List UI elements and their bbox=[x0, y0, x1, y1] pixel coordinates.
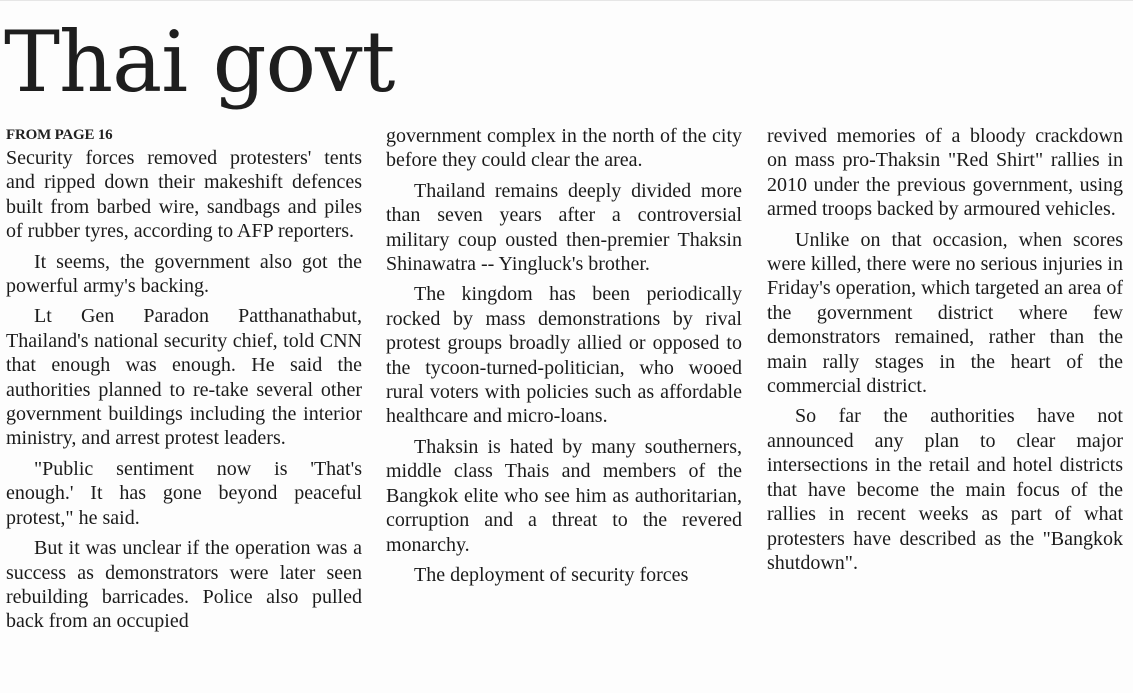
paragraph: The kingdom has been periodically rocked by mass demonstrations by rival protest groups broadly allied or opposed to the tycoon-turned-politician, who wooed rural voters with policies such as affordable healthcare and micro-loans. bbox=[386, 283, 742, 428]
jump-line: FROM PAGE 16 bbox=[6, 127, 113, 143]
paragraph: government complex in the north of the city before they could clear the area. bbox=[386, 125, 742, 172]
paragraph: Unlike on that occasion, when scores were killed, there were no serious injuries in Friday's operation, which targeted an area of the government district where few demonstrators remained, rather than the main rally stages in the heart of the commercial district. bbox=[767, 228, 1123, 398]
headline: Thai govt bbox=[4, 13, 395, 111]
paragraph: revived memories of a bloody crackdown on mass pro-Thaksin "Red Shirt" rallies in 2010 under the previous government, using armed troops backed by armoured vehicles. bbox=[767, 125, 1123, 221]
paragraph: So far the authorities have not announced any plan to clear major intersections in the retail and hotel districts that have become the main focus of the rallies in recent weeks as part of what protesters have described as the "Bangkok shutdown". bbox=[767, 405, 1123, 574]
paragraph: Lt Gen Paradon Patthanathabut, Thailand's national security chief, told CNN that enough was enough. He said the authorities planned to re-take several other government buildings including the interior ministry, and arrest protest leaders. bbox=[6, 305, 362, 450]
paragraph: But it was unclear if the operation was a success as demonstrators were later seen rebuilding barricades. Police also pulled back from an occupied bbox=[6, 537, 362, 633]
article-column-2 bbox=[386, 124, 742, 693]
paragraph: It seems, the government also got the powerful army's backing. bbox=[6, 250, 362, 298]
article-column-3 bbox=[767, 124, 1123, 693]
article-column-1 bbox=[6, 124, 362, 693]
paragraph: Thailand remains deeply divided more than seven years after a controversial military coup ousted then-premier Thaksin Shinawatra -- Yingluck's brother. bbox=[386, 179, 742, 276]
paragraph: The deployment of security forces bbox=[414, 563, 689, 586]
paragraph: "Public sentiment now is 'That's enough.' It has gone beyond peaceful protest," he said. bbox=[6, 457, 362, 529]
paragraph: Security forces removed protesters' tents and ripped down their makeshift defences built from barbed wire, sandbags and piles of rubber tyres, according to AFP reporters. bbox=[6, 147, 362, 243]
top-rule bbox=[0, 0, 1133, 1]
paragraph: Thaksin is hated by many southerners, middle class Thais and members of the Bangkok elite who see him as authoritarian, corruption and a threat to the revered monarchy. bbox=[386, 435, 742, 556]
